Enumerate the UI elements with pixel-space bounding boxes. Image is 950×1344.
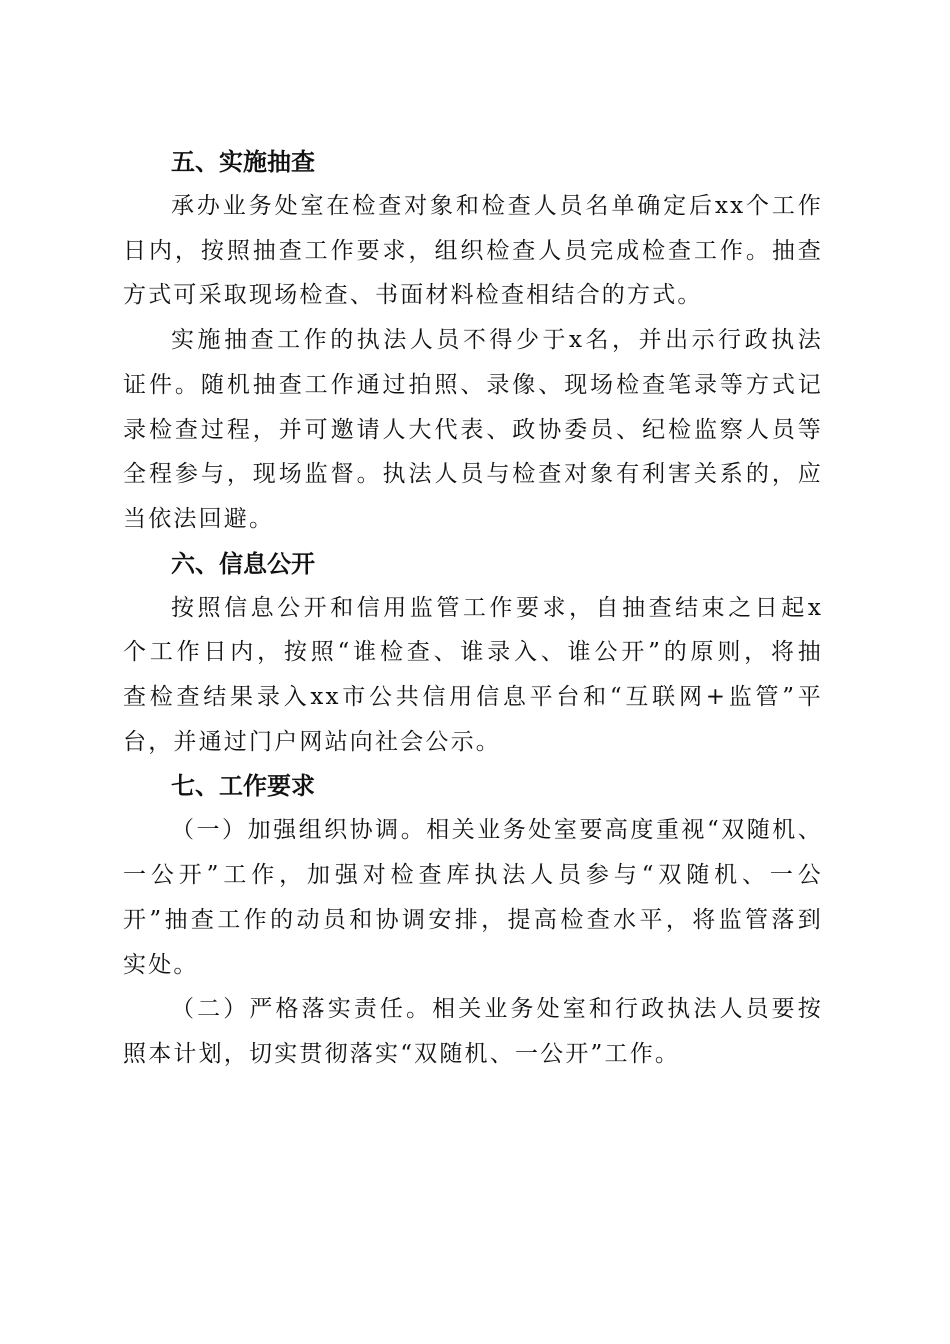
paragraph-line: 一公开”工作，加强对检查库执法人员参与“双随机、一公 xyxy=(123,862,823,889)
paragraph xyxy=(123,987,823,1076)
paragraph-line: 日内，按照抽查工作要求，组织检查人员完成检查工作。抽查 xyxy=(123,237,823,264)
paragraph-line: 按照信息公开和信用监管工作要求，自抽查结束之日起x xyxy=(171,594,823,621)
paragraph xyxy=(123,808,823,987)
paragraph-line: 实处。 xyxy=(123,951,199,978)
paragraph-line: 开”抽查工作的动员和协调安排，提高检查水平，将监管落到 xyxy=(123,906,823,933)
section-heading: 五、实施抽查 xyxy=(171,148,315,176)
paragraph-line: 查检查结果录入xx市公共信用信息平台和“互联网+监管”平 xyxy=(123,684,823,711)
paragraph-line: 方式可采取现场检查、书面材料检查相结合的方式。 xyxy=(123,282,703,309)
paragraph-line: 照本计划，切实贯彻落实“双随机、一公开”工作。 xyxy=(123,1040,681,1067)
paragraph xyxy=(123,318,823,542)
paragraph-line: （一）加强组织协调。相关业务处室要高度重视“双随机、 xyxy=(171,817,823,844)
paragraph-line: 台，并通过门户网站向社会公示。 xyxy=(123,728,501,755)
paragraph xyxy=(123,586,823,765)
paragraph-line: 证件。随机抽查工作通过拍照、录像、现场检查笔录等方式记 xyxy=(123,371,823,398)
paragraph-line: 承办业务处室在检查对象和检查人员名单确定后xx个工作 xyxy=(171,193,823,219)
paragraph-line: 实施抽查工作的执法人员不得少于x名，并出示行政执法 xyxy=(171,327,823,354)
paragraph-line: 个工作日内，按照“谁检查、谁录入、谁公开”的原则，将抽 xyxy=(123,639,823,666)
paragraph xyxy=(123,184,823,318)
section-6 xyxy=(123,542,823,765)
paragraph-line: 当依法回避。 xyxy=(123,505,275,532)
section-7 xyxy=(123,764,823,1076)
section-heading: 六、信息公开 xyxy=(171,549,315,578)
paragraph-line: 全程参与，现场监督。执法人员与检查对象有利害关系的，应 xyxy=(123,461,823,488)
paragraph-line: 录检查过程，并可邀请人大代表、政协委员、纪检监察人员等 xyxy=(123,416,823,443)
paragraph-line: （二）严格落实责任。相关业务处室和行政执法人员要按 xyxy=(171,996,823,1023)
document-page xyxy=(123,140,823,1077)
section-5 xyxy=(123,140,823,542)
section-heading: 七、工作要求 xyxy=(171,772,315,801)
